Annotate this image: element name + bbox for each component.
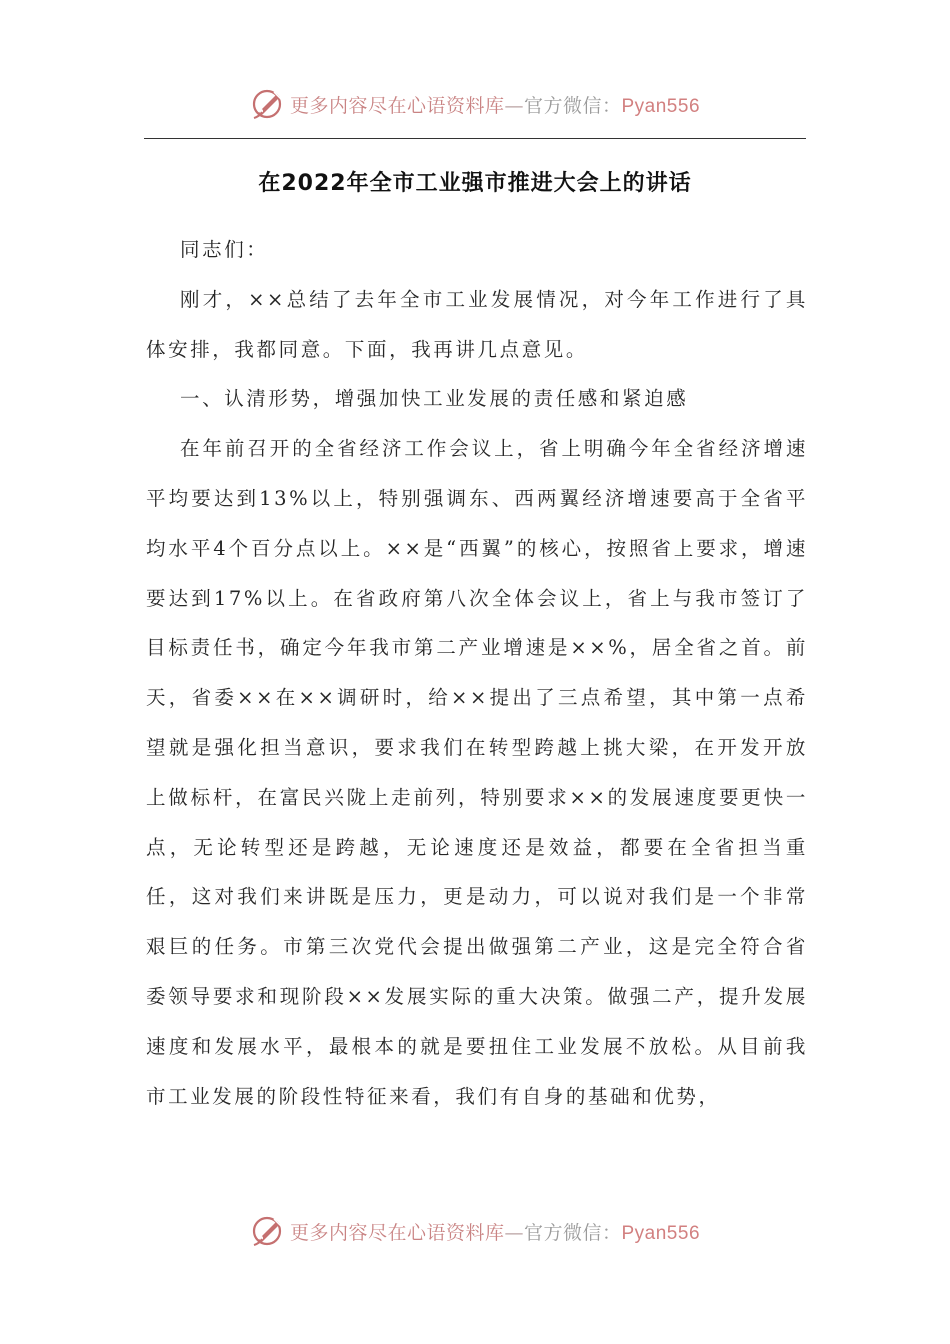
header-banner [0,82,950,126]
banner-text [290,1218,700,1245]
pen-logo-icon [250,1213,286,1249]
paragraph-salutation: 同志们： [180,238,269,261]
document-body [146,225,808,1121]
document-title: 在2022年全市工业强市推进大会上的讲话 [258,171,692,196]
banner-main-text: 更多内容尽在心语资料库 [289,1221,505,1244]
banner-text [290,91,700,118]
banner-main-text: 更多内容尽在心语资料库 [289,94,505,117]
paragraph-intro: 刚才，××总结了去年全市工业发展情况，对今年工作进行了具体安排，我都同意。下面，我再讲几点意见。 [146,287,808,361]
banner-official-label: 官方微信： [523,94,622,117]
banner-dash: — [504,94,524,117]
banner-official-label: 官方微信： [523,1221,622,1244]
section-heading-1: 一、认清形势，增强加快工业发展的责任感和紧迫感 [180,387,689,411]
paragraph-situation: 在年前召开的全省经济工作会议上，省上明确今年全省经济增速平均要达到13%以上，特别强调东、西两翼经济增速要高于全省平均水平4个百分点以上。××是“西翼”的核心，按照省上要求，增速要达到17%以上。在省政府第八次全体会议上，省上与我市签订了目标责任书，确定今年我市第二产业增速是××%，居全省之首。前天，省委××在××调研时，给××提出了三点希望，其中第一点希望就是强化担当意识，要求我们在转型跨越上挑大梁，在开发开放上做标杆，在富民兴陇上走前列，特别要求××的发展速度要更快一点，无论转型还是跨越，无论速度还是效益，都要在全省担当重任，这对我们来讲既是压力，更是动力，可以说对我们是一个非常艰巨的任务。市第三次党代会提出做强第二产业，这是完全符合省委领导要求和现阶段××发展实际的重大决策。做强二产，提升发展速度和发展水平，最根本的就是要扭住工业发展不放松。从目前我市工业发展的阶段性特征来看，我们有自身的基础和优势， [146,437,808,1108]
banner-wechat-id: Pyan556 [621,1222,701,1244]
banner-wechat-id: Pyan556 [621,95,701,117]
footer-banner [0,1209,950,1253]
header-divider [144,138,806,139]
banner-dash: — [504,1221,524,1244]
pen-logo-icon [250,86,286,122]
